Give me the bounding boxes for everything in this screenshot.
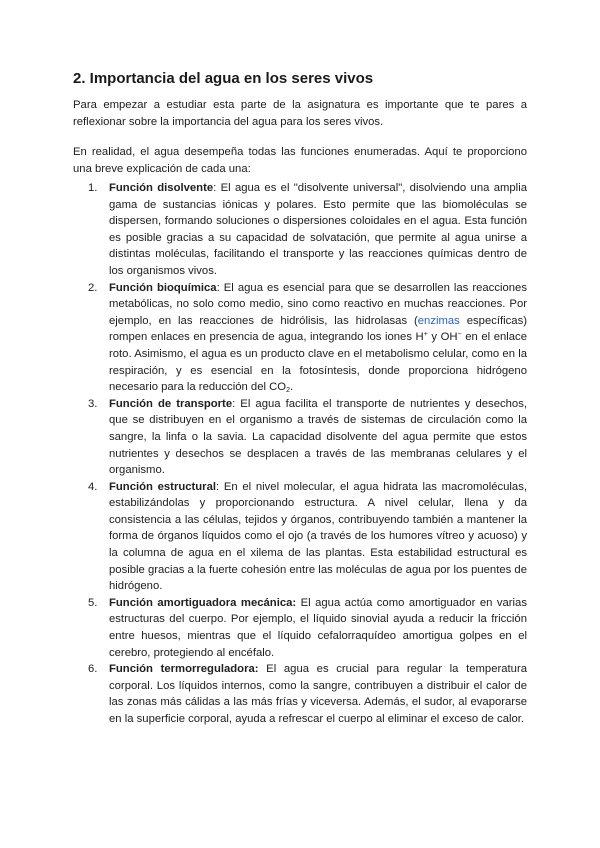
function-description: El agua actúa como amortiguador en varias estructuras del cuerpo. Por ejemplo, el líquido sinovial ayuda a reducir la fricción entre huesos, mientras que el líquido cefalorraquídeo amortigua golpes en el cerebro, protegiendo al encéfalo.: [109, 596, 527, 659]
superscript-minus: −: [457, 331, 462, 339]
enzimas-link[interactable]: enzimas: [417, 314, 460, 327]
subscript-two: 2: [286, 387, 290, 395]
function-term: Función termorreguladora:: [109, 663, 259, 676]
section-heading: 2. Importancia del agua en los seres vivos: [73, 70, 374, 87]
function-description: : El agua es el "disolvente universal", disolviendo una amplia gama de sustancias iónicas y polares. Esto permite que las biomoléculas se dispersen, formando soluciones o dispersiones coloidales en el agua. Esta función es posible gracias a su capacidad de solvatación, que permite al agua unirse a distintas moléculas, facilitando el transporte y las reacciones químicas dentro de los organismos vivos.: [109, 182, 527, 277]
function-description-cont: específicas) rompen enlaces en presencia de agua, integrando los iones H: [109, 314, 528, 344]
function-description-cont: en el enlace roto. Asimismo, el agua es un producto clave en el metabolismo celular, como en la respiración, y es esencial en la fotosíntesis, donde proporciona hidrógeno necesario para la reducción del CO: [109, 331, 527, 394]
intro-paragraph-1: Para empezar a estudiar esta parte de la asignatura es importante que te pares a reflexionar sobre la importancia del agua para los seres vivos.: [73, 99, 527, 128]
function-description: : El agua es esencial para que se desarrollen las reacciones metabólicas, no solo como medio, sino como reactivo en muchas reacciones. Por ejemplo, en las reacciones de hidrólisis, las hidrolasas (: [109, 281, 527, 327]
function-term: Función estructural: [109, 480, 217, 493]
list-number: 3.: [88, 397, 98, 410]
function-description-end: .: [290, 381, 294, 394]
intro-paragraph-2: En realidad, el agua desempeña todas las funciones enumeradas. Aquí te proporciono una breve explicación de cada una:: [73, 146, 527, 175]
function-term: Función disolvente: [109, 182, 214, 194]
function-description: : En el nivel molecular, el agua hidrata las macromoléculas, estabilizándolas y proporcionando estructura. A nivel celular, llena y da consistencia a las células, tejidos y órganos, contribuyendo también a mantener la forma de órganos líquidos como el ojo (a través de los humores vítreo y acuoso) y la columna de agua en el xilema de las plantas. Esta estabilidad estructural es posible gracias a la fuerte cohesión entre las moléculas de agua por los puentes de hidrógeno.: [109, 480, 528, 593]
list-number: 1.: [88, 182, 98, 194]
list-number: 6.: [88, 663, 98, 676]
function-term: Función amortiguadora mecánica:: [109, 596, 297, 609]
list-number: 2.: [88, 281, 98, 294]
functions-list: [73, 180, 527, 728]
superscript-plus: +: [423, 331, 428, 339]
list-item-bioquimica: [73, 280, 527, 396]
list-item-termorreguladora: [73, 661, 527, 727]
list-item-amortiguadora: [73, 595, 527, 661]
function-term: Función de transporte: [109, 397, 233, 410]
function-description-cont: y OH: [427, 331, 458, 344]
list-item-estructural: [73, 479, 527, 595]
list-number: 4.: [88, 480, 98, 493]
function-term: Función bioquímica: [109, 281, 217, 294]
list-item-disolvente: [73, 180, 527, 280]
function-description: El agua es crucial para regular la temperatura corporal. Los líquidos internos, como la sangre, contribuyen a distribuir el calor de las zonas más cálidas a las más frías y viceversa. Además, el sudor, al evaporarse en la superficie corporal, ayuda a refrescar el cuerpo al eliminar el exceso de calor.: [109, 663, 527, 725]
list-number: 5.: [88, 596, 98, 609]
function-description: : El agua facilita el transporte de nutrientes y desechos, que se distribuyen en el organismo a través de sistemas de circulación como la sangre, la linfa o la savia. La capacidad disolvente del agua permite que estos nutrientes y desechos se desplacen a través de las membranas celulares y el organismo.: [109, 397, 527, 477]
list-item-transporte: [73, 396, 527, 479]
